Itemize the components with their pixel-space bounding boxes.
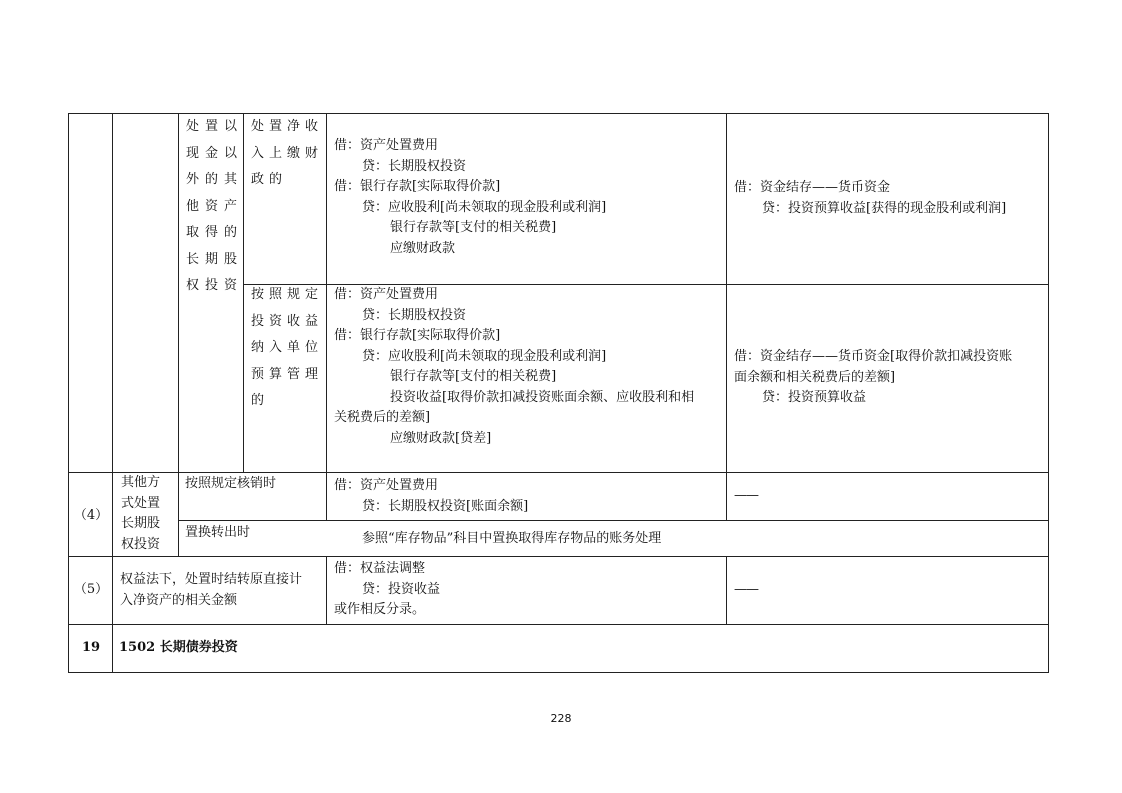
disposal-type-line: 权投资 bbox=[186, 278, 244, 293]
entry-line: 或作相反分录。 bbox=[334, 602, 426, 617]
row-divider bbox=[68, 472, 1049, 473]
sub-a-budget-entries bbox=[334, 136, 724, 259]
entry-line: 银行存款等[支付的相关税费] bbox=[390, 369, 557, 384]
row-divider bbox=[68, 556, 1049, 557]
entry-line: 借：资金结存——货币资金 bbox=[734, 180, 891, 195]
entry-line: 借：资产处置费用 bbox=[334, 138, 439, 153]
row-divider bbox=[243, 284, 1049, 285]
sub-b-condition-cell bbox=[249, 282, 327, 415]
disposal-type-line: 长期股 bbox=[186, 251, 244, 267]
entry-line: 面余额和相关税费后的差额] bbox=[734, 369, 896, 385]
table-border-right bbox=[1048, 113, 1049, 673]
disposal-type-line: 取得的 bbox=[186, 225, 244, 240]
title-line: 权投资 bbox=[121, 536, 161, 552]
title-line: 其他方 bbox=[121, 475, 161, 490]
column-divider bbox=[726, 113, 727, 521]
table-border-bottom bbox=[68, 672, 1049, 673]
condition-line: 处置净收 bbox=[251, 119, 324, 134]
disposal-type-line: 现金以 bbox=[186, 145, 244, 161]
sub-b-budget-entries bbox=[334, 285, 726, 449]
condition-line: 权益法下，处置时结转原直接计 bbox=[120, 572, 303, 587]
entry-line: 投资收益[取得价款扣减投资账面余额、应收股利和相 bbox=[390, 389, 695, 405]
entry-line: 借：银行存款[实际取得价款] bbox=[334, 328, 501, 343]
entry-line: 贷：长期股权投资[账面余额] bbox=[362, 498, 529, 514]
writeoff-budget-entries bbox=[334, 476, 724, 517]
disposal-type-line: 外的其 bbox=[186, 172, 244, 187]
table-border-top bbox=[68, 113, 1049, 114]
entry-line: 贷：长期股权投资 bbox=[362, 158, 467, 174]
row-divider bbox=[68, 624, 1049, 625]
column-divider bbox=[326, 113, 327, 521]
entry-line: 借：资金结存——货币资金[取得价款扣减投资账 bbox=[734, 349, 1013, 364]
entry-line: 关税费后的差额] bbox=[334, 410, 431, 425]
condition-line: 政的 bbox=[251, 172, 288, 187]
column-divider bbox=[112, 113, 113, 673]
writeoff-financial-entry: —— bbox=[734, 488, 758, 503]
entry-line: 银行存款等[支付的相关税费] bbox=[390, 220, 557, 235]
condition-line: 预算管理 bbox=[251, 366, 324, 382]
page-number: 228 bbox=[550, 712, 572, 725]
entry-line: 应缴财政款 bbox=[390, 240, 456, 256]
sub-a-financial-entries bbox=[734, 178, 1046, 219]
column-divider bbox=[243, 113, 244, 473]
entry-line: 贷：应收股利[尚未领取的现金股利或利润] bbox=[362, 199, 607, 215]
table-border-left bbox=[68, 113, 69, 673]
sub-b-financial-entries bbox=[734, 347, 1046, 409]
exchange-condition: 置换转出时 bbox=[185, 525, 251, 540]
condition-line: 入上缴财 bbox=[251, 145, 324, 161]
row19-title: 1502 长期债券投资 bbox=[119, 640, 238, 655]
row5-number: （5） bbox=[73, 582, 109, 597]
column-divider bbox=[726, 556, 727, 625]
entry-line: 贷：长期股权投资 bbox=[362, 307, 467, 323]
entry-line: 贷：投资预算收益 bbox=[762, 390, 867, 405]
entry-line: 借：资产处置费用 bbox=[334, 478, 439, 493]
row5-budget-entries bbox=[334, 559, 724, 621]
entry-line: 贷：应收股利[尚未领取的现金股利或利润] bbox=[362, 348, 607, 364]
condition-line: 投资收益 bbox=[251, 313, 324, 329]
entry-line: 贷：投资预算收益[获得的现金股利或利润] bbox=[762, 200, 1007, 216]
condition-line: 按照规定 bbox=[251, 287, 324, 302]
row5-financial-entry: —— bbox=[734, 582, 758, 597]
title-line: 长期股 bbox=[121, 516, 161, 531]
row19-number: 19 bbox=[81, 640, 101, 655]
sub-a-condition-cell bbox=[249, 114, 327, 194]
row4-title-cell bbox=[121, 473, 179, 555]
condition-line: 入净资产的相关金额 bbox=[120, 592, 238, 608]
entry-line: 借：权益法调整 bbox=[334, 561, 426, 576]
row5-condition-cell bbox=[120, 570, 326, 611]
writeoff-condition: 按照规定核销时 bbox=[185, 476, 277, 491]
row4-number: （4） bbox=[73, 508, 109, 523]
exchange-note: 参照“库存物品”科目中置换取得库存物品的账务处理 bbox=[362, 531, 662, 546]
entry-line: 借：资产处置费用 bbox=[334, 287, 439, 302]
entry-line: 贷：投资收益 bbox=[362, 581, 441, 597]
column-divider bbox=[178, 113, 179, 556]
disposal-type-cell bbox=[184, 114, 244, 294]
entry-line: 借：银行存款[实际取得价款] bbox=[334, 179, 501, 194]
title-line: 式处置 bbox=[121, 495, 161, 511]
condition-line: 的 bbox=[251, 393, 270, 408]
column-divider bbox=[326, 556, 327, 625]
row-divider bbox=[178, 520, 1049, 521]
entry-line: 应缴财政款[贷差] bbox=[390, 430, 492, 446]
condition-line: 纳入单位 bbox=[251, 340, 324, 355]
disposal-type-line: 处置以 bbox=[186, 119, 244, 134]
disposal-type-line: 他资产 bbox=[186, 198, 244, 214]
